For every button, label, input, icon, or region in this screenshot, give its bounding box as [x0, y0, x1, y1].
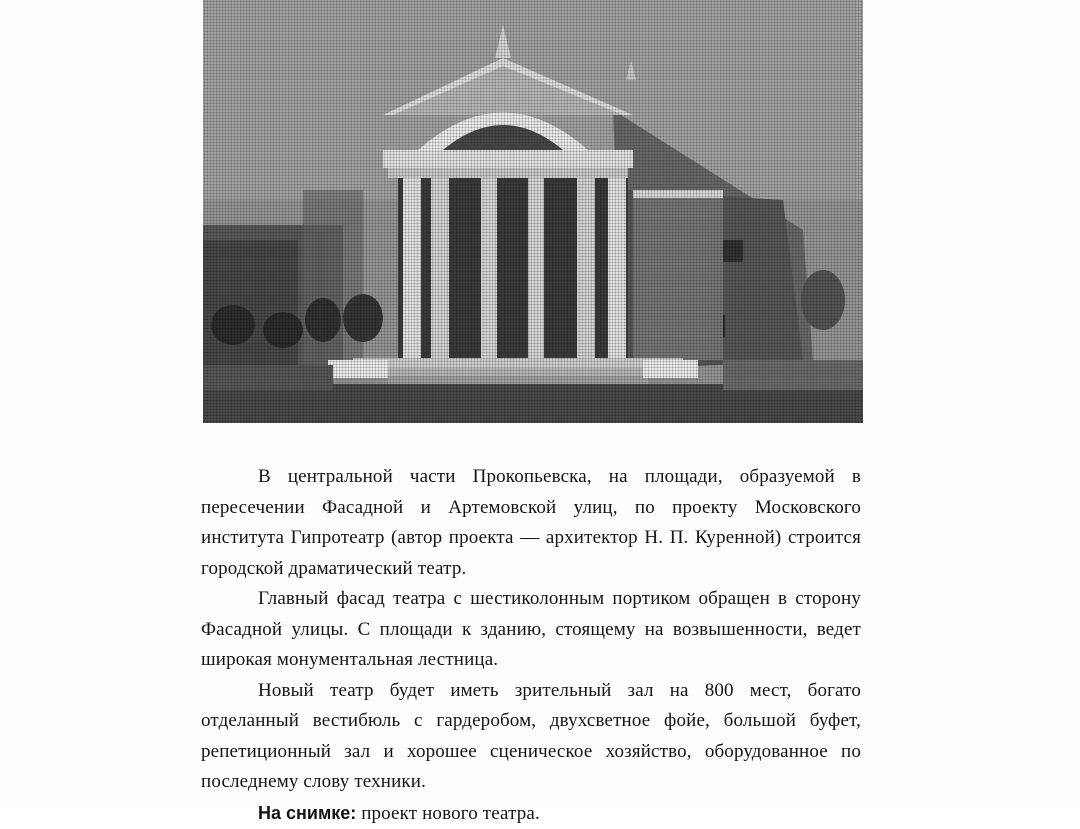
theatre-building-illustration [203, 0, 863, 423]
caption-label: На снимке: [258, 803, 356, 823]
caption-text: проект нового театра. [356, 803, 540, 824]
article-paragraph-1: В центральной части Прокопьевска, на площади, образуемой в пересечении Фасадной и Артемовской улиц, по проекту Московского института Гипротеатр (автор проекта — архитектор Н. П. Куренной) строится городской драматический театр. [201, 462, 861, 584]
theatre-photo [203, 0, 863, 423]
article-paragraph-2: Главный фасад театра с шестиколонным портиком обращен в сторону Фасадной улицы. С площади к зданию, стоящему на возвышенности, ведет широкая монументальная лестница. [201, 584, 861, 676]
article-paragraph-3: Новый театр будет иметь зрительный зал на 800 мест, богато отделанный вестибюль с гардеробом, двухсветное фойе, большой буфет, репетиционный зал и хорошее сценическое хозяйство, оборудованное по последнему слову техники. [201, 676, 861, 798]
article-body [201, 462, 861, 829]
photo-caption [201, 798, 861, 829]
